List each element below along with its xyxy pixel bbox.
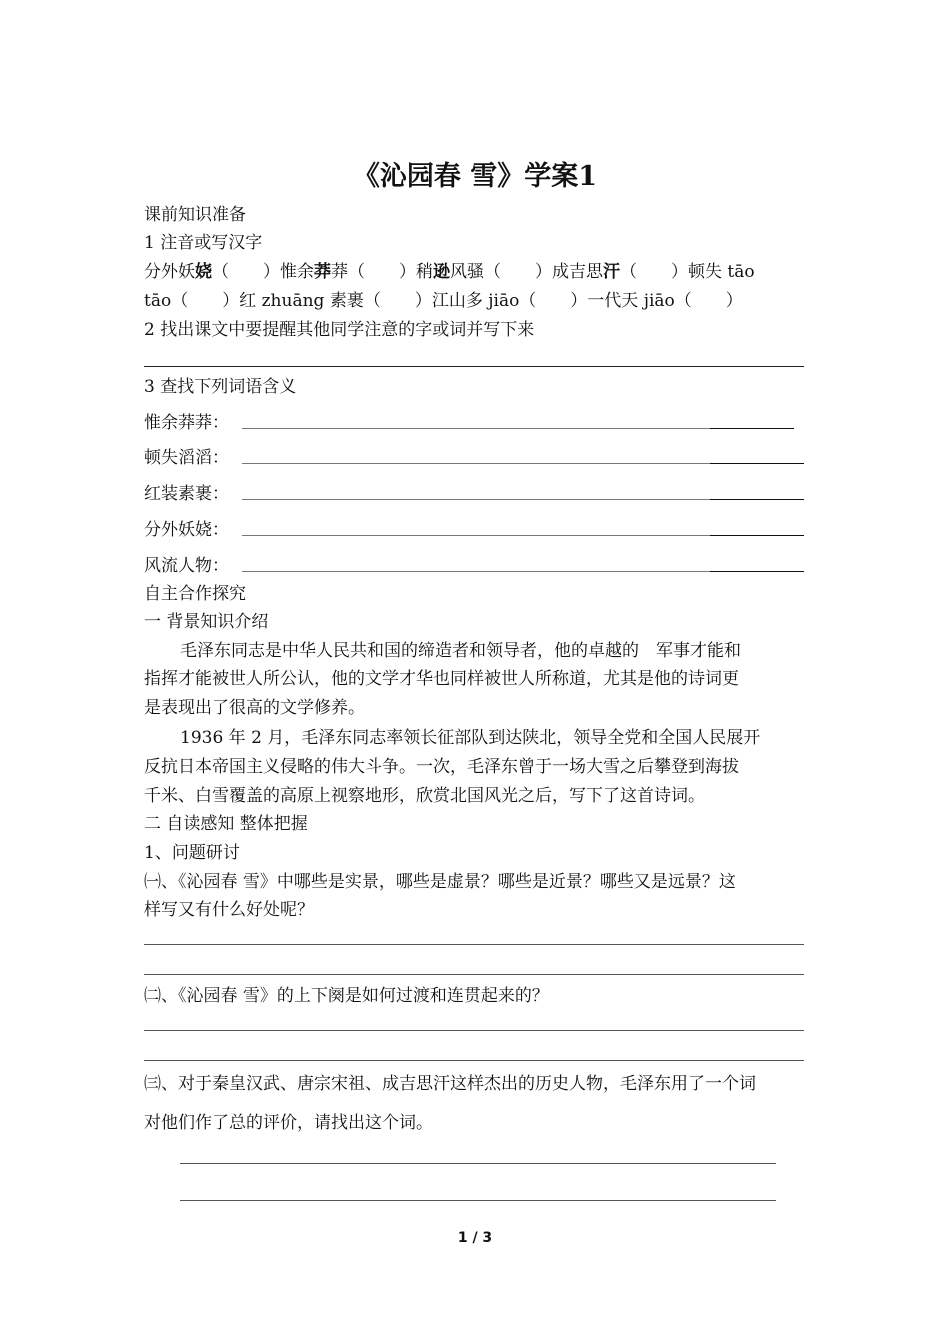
answer-line-end [710, 428, 794, 429]
vocab-term: 顿失滔滔： [144, 448, 229, 468]
bold-char: 娆 [195, 262, 212, 282]
answer-line[interactable] [242, 463, 710, 464]
vocab-term: 惟余莽莽： [144, 413, 229, 433]
question-a-line: 样写又有什么好处呢？ [144, 900, 314, 920]
question-b: ㈡、《沁园春 雪》的上下阕是如何过渡和连贯起来的？ [144, 986, 549, 1006]
background-para2-line: 千米、白雪覆盖的高原上视察地形，欣赏北国风光之后，写下了这首诗词。 [144, 786, 705, 806]
answer-line[interactable] [242, 571, 710, 572]
vocab-term: 分外妖娆： [144, 520, 229, 540]
bold-char: 莽 [314, 262, 331, 282]
answer-line[interactable] [144, 974, 804, 975]
answer-line[interactable] [242, 428, 710, 429]
background-para1-line: 指挥才能被世人所公认，他的文学才华也同样被世人所称道，尤其是他的诗词更 [144, 669, 739, 689]
vocab-term: 红装素裹： [144, 484, 229, 504]
answer-line[interactable] [144, 944, 804, 945]
background-para1-line: 是表现出了很高的文学修养。 [144, 698, 365, 718]
q1-heading: 1 注音或写汉字 [144, 233, 263, 253]
background-heading: 一 背景知识介绍 [144, 612, 269, 632]
answer-line-end [710, 571, 804, 572]
background-para2-line: 1936 年 2 月，毛泽东同志率领长征部队到达陕北，领导全党和全国人民展开 [180, 728, 761, 748]
answer-line[interactable] [180, 1163, 776, 1164]
q2-heading: 2 找出课文中要提醒其他同学注意的字或词并写下来 [144, 320, 535, 340]
question-a-line: ㈠、《沁园春 雪》中哪些是实景，哪些是虚景？哪些是近景？哪些又是远景？这 [144, 872, 736, 892]
answer-line-end [710, 463, 804, 464]
q1-line-1: 分外妖娆（ ）惟余莽莽（ ）稍逊风骚（ ）成吉思汗（ ）顿失 tāo [144, 262, 755, 282]
section-explore-heading: 自主合作探究 [144, 584, 246, 604]
question-c-line: 对他们作了总的评价，请找出这个词。 [144, 1113, 433, 1133]
vocab-term: 风流人物： [144, 556, 229, 576]
answer-line-end [710, 499, 804, 500]
section-prep-heading: 课前知识准备 [144, 205, 246, 225]
bold-char: 逊 [433, 262, 450, 282]
answer-line[interactable] [180, 1200, 776, 1201]
q1-line-2: tāo（ ）红 zhuāng 素裹（ ）江山多 jiāo（ ）一代天 jiāo（ ） [144, 291, 743, 311]
background-para1-line: 毛泽东同志是中华人民共和国的缔造者和领导者，他的卓越的 军事才能和 [180, 641, 741, 661]
q3-heading: 3 查找下列词语含义 [144, 377, 297, 397]
page-title: 《沁园春 雪》学案1 [352, 161, 598, 192]
answer-line-end [710, 535, 804, 536]
answer-line[interactable] [144, 1060, 804, 1061]
reading-heading: 二 自读感知 整体把握 [144, 814, 308, 834]
background-para2-line: 反抗日本帝国主义侵略的伟大斗争。一次，毛泽东曾于一场大雪之后攀登到海拔 [144, 757, 739, 777]
answer-line[interactable] [144, 1030, 804, 1031]
answer-line[interactable] [242, 535, 710, 536]
reading-subheading: 1、问题研讨 [144, 843, 240, 863]
answer-line[interactable] [242, 499, 710, 500]
question-c-line: ㈢、对于秦皇汉武、唐宗宋祖、成吉思汗这样杰出的历史人物，毛泽东用了一个词 [144, 1074, 756, 1094]
q2-answer-line[interactable] [144, 366, 804, 367]
page-number: 1 / 3 [457, 1230, 493, 1246]
bold-char: 汗 [603, 262, 620, 282]
